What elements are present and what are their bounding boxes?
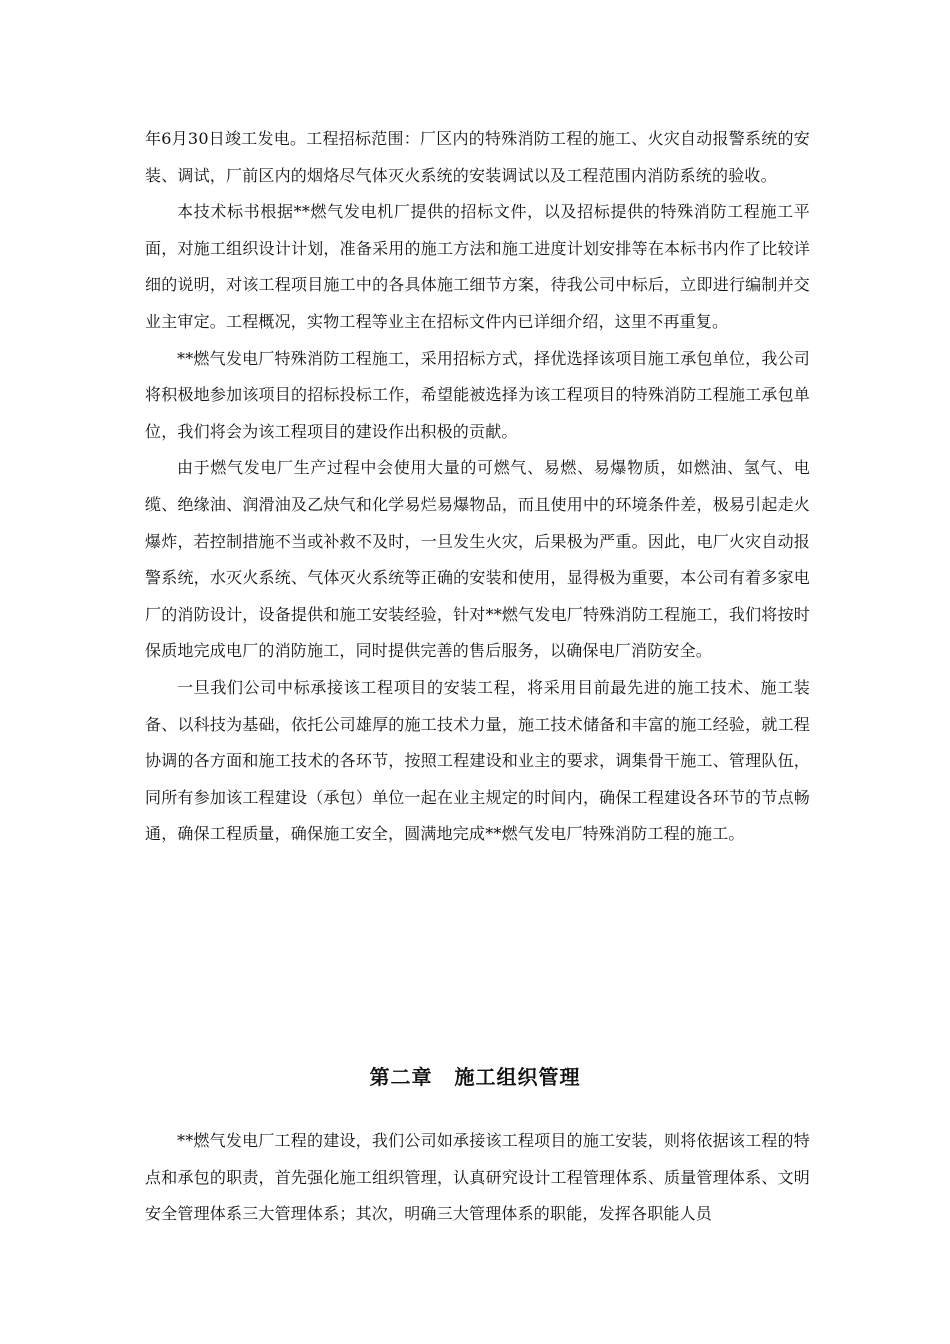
paragraph: **燃气发电厂工程的建设，我们公司如承接该工程项目的施工安装，则将依据该工程的特点和承包的职责，首先强化施工组织管理，认真研究设计工程管理体系、质量管理体系、文明安全管理体系三大管理体系；其次，明确三大管理体系的职能，发挥各职能人员 (145, 1131, 810, 1224)
chapter-number: 第二章 (369, 1065, 433, 1089)
paragraph: **燃气发电厂特殊消防工程施工，采用招标方式，择优选择该项目施工承包单位，我公司将积极地参加该项目的招标投标工作，希望能被选择为该工程项目的特殊消防工程施工承包单位，我们将会为该工程项目的建设作出积极的贡献。 (145, 348, 810, 441)
paragraph: 一旦我们公司中标承接该工程项目的安装工程，将采用目前最先进的施工技术、施工装备、以科技为基础，依托公司雄厚的施工技术力量，施工技术储备和丰富的施工经验，就工程协调的各方面和施工技术的各环节，按照工程建设和业主的要求，调集骨干施工、管理队伍，同所有参加该工程建设（承包）单位一起在业主规定的时间内，确保工程建设各环节的节点畅通，确保工程质量，确保施工安全，圆满地完成**燃气发电厂特殊消防工程的施工。 (145, 677, 810, 844)
paragraph-continuation: 年6月30日竣工发电。工程招标范围：厂区内的特殊消防工程的施工、火灾自动报警系统的安装、调试，厂前区内的烟烙尽气体灭火系统的安装调试以及工程范围内消防系统的验收。 (145, 129, 810, 185)
paragraph: 本技术标书根据**燃气发电机厂提供的招标文件，以及招标提供的特殊消防工程施工平面，对施工组织设计计划，准备采用的施工方法和施工进度计划安排等在本标书内作了比较详细的说明，对该工程项目施工中的各具体施工细节方案，待我公司中标后，立即进行编制并交业主审定。工程概况，实物工程等业主在招标文件内已详细介绍，这里不再重复。 (145, 202, 810, 331)
chapter-heading (0, 1062, 950, 1092)
body-text-chapter-two (145, 1123, 810, 1233)
body-text-top (145, 121, 810, 853)
chapter-title: 施工组织管理 (454, 1065, 581, 1089)
paragraph: 由于燃气发电厂生产过程中会使用大量的可燃气、易燃、易爆物质，如燃油、氢气、电缆、绝缘油、润滑油及乙炔气和化学易烂易爆物品，而且使用中的环境条件差，极易引起走火爆炸，若控制措施不当或补救不及时，一旦发生火灾，后果极为严重。因此，电厂火灾自动报警系统，水灭火系统、气体灭火系统等正确的安装和使用，显得极为重要，本公司有着多家电厂的消防设计，设备提供和施工安装经验，针对**燃气发电厂特殊消防工程施工，我们将按时保质地完成电厂的消防施工，同时提供完善的售后服务，以确保电厂消防安全。 (145, 458, 810, 661)
